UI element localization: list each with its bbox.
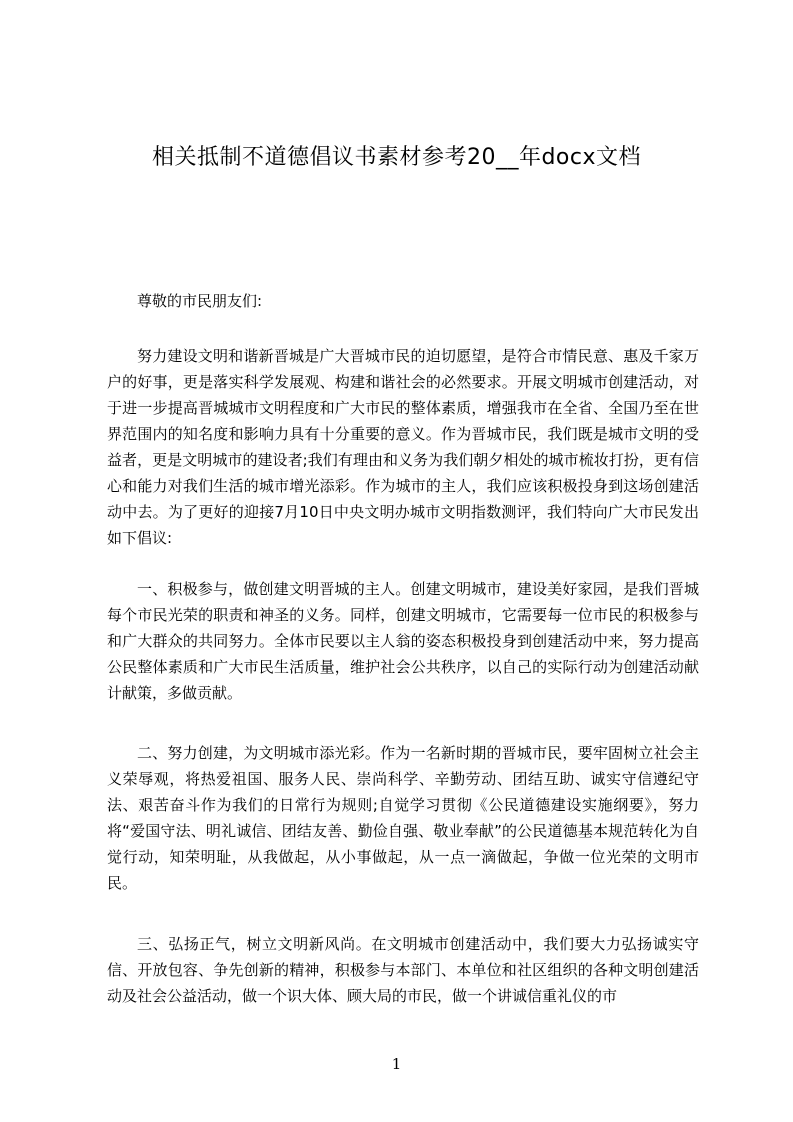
paragraph-item-2: 二、努力创建，为文明城市添光彩。作为一名新时期的晋城市民，要牢固树立社会主义荣辱观，将热爱祖国、服务人民、崇尚科学、辛勤劳动、团结互助、诚实守信遵纪守法、艰苦奋斗作为我们的日常行为规则;自觉学习贯彻《公民道德建设实施纲要》，努力将“爱国守法、明礼诚信、团结友善、勤俭自强、敬业奉献”的公民道德基本规范转化为自觉行动，知荣明耻，从我做起，从小事做起，从一点一滴做起，争做一位光荣的文明市民。: [107, 744, 699, 892]
salutation: 尊敬的市民朋友们:: [137, 292, 263, 310]
page-number: 1: [391, 1055, 402, 1073]
paragraph-item-3: 三、弘扬正气，树立文明新风尚。在文明城市创建活动中，我们要大力弘扬诚实守信、开放包容、争先创新的精神，积极参与本部门、本单位和社区组织的各种文明创建活动及社会公益活动，做一个识大体、顾大局的市民，做一个讲诚信重礼仪的市: [107, 935, 699, 1005]
paragraph-item-1: 一、积极参与，做创建文明晋城的主人。创建文明城市，建设美好家园，是我们晋城每个市民光荣的职责和神圣的义务。同样，创建文明城市，它需要每一位市民的积极参与和广大群众的共同努力。全体市民要以主人翁的姿态积极投身到创建活动中来，努力提高公民整体素质和广大市民生活质量，维护社会公共秩序，以自己的实际行动为创建活动献计献策，多做贡献。: [107, 580, 699, 702]
paragraph-intro: 努力建设文明和谐新晋城是广大晋城市民的迫切愿望，是符合市情民意、惠及千家万户的好事，更是落实科学发展观、构建和谐社会的必然要求。开展文明城市创建活动，对于进一步提高晋城城市文明程度和广大市民的整体素质，增强我市在全省、全国乃至在世界范围内的知名度和影响力具有十分重要的意义。作为晋城市民，我们既是城市文明的受益者，更是文明城市的建设者;我们有理由和义务为我们朝夕相处的城市梳妆打扮，更有信心和能力对我们生活的城市增光添彩。作为城市的主人，我们应该积极投身到这场创建活动中去。为了更好的迎接7月10日中央文明办城市文明指数测评，我们特向广大市民发出如下倡议:: [107, 347, 699, 547]
document-title: 相关抵制不道德倡议书素材参考20__年docx文档: [151, 145, 642, 170]
